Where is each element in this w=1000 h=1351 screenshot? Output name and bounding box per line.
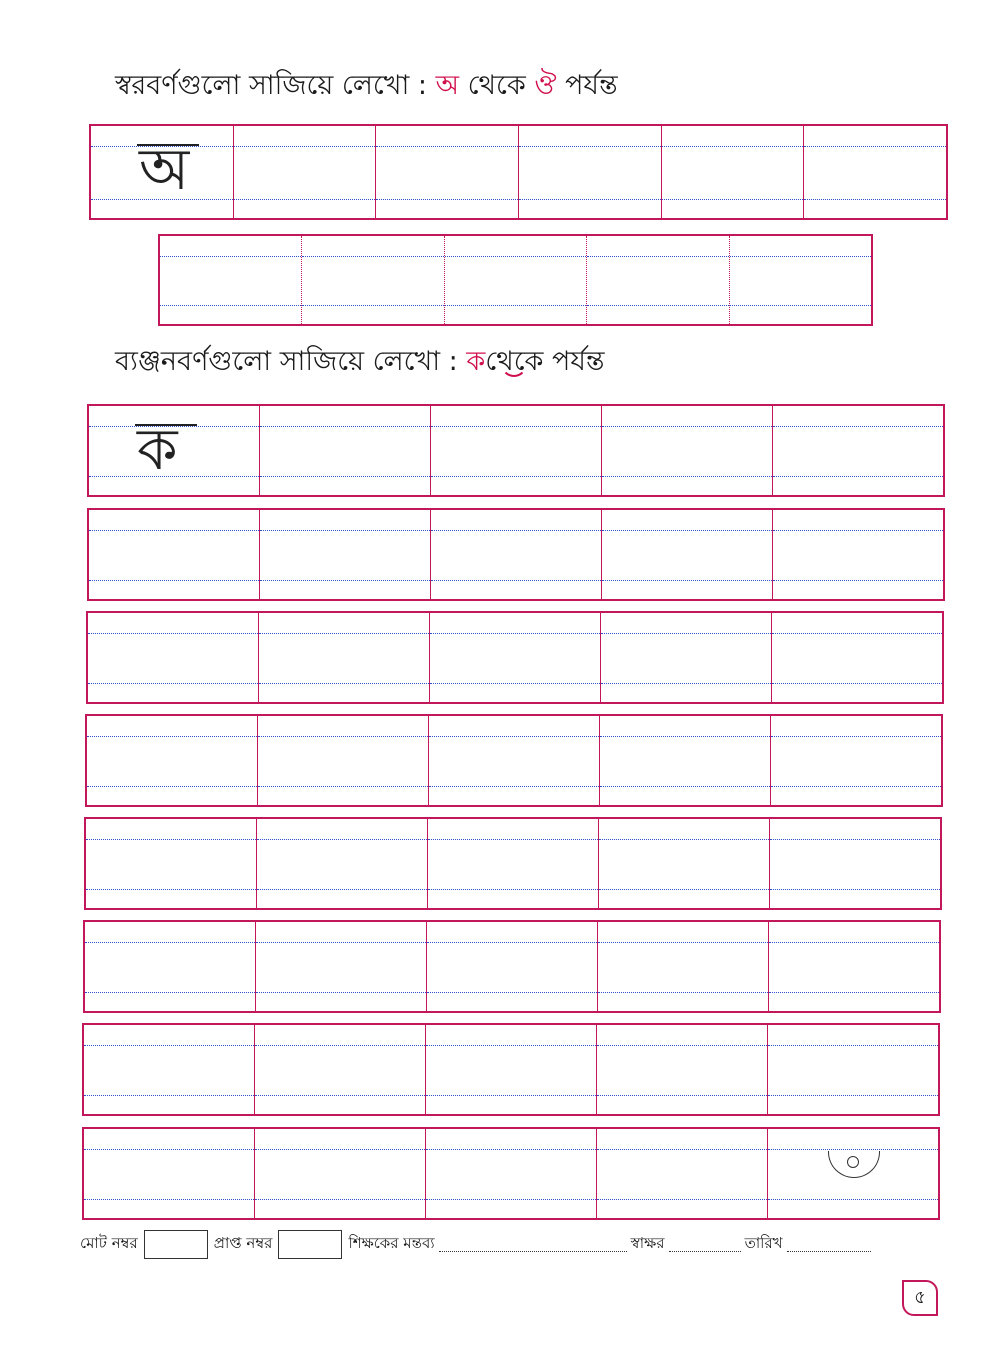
writing-cell[interactable] <box>89 510 260 599</box>
writing-cell[interactable] <box>426 1025 597 1114</box>
writing-cell[interactable] <box>662 126 805 218</box>
consonant-from-letter: ক <box>466 346 486 377</box>
vowel-heading-end: পর্যন্ত <box>556 70 618 101</box>
page-number: ৫ <box>902 1280 938 1316</box>
writing-cell[interactable] <box>258 716 429 805</box>
writing-cell[interactable] <box>89 406 260 495</box>
vowel-heading-text: স্বরবর্ণগুলো সাজিয়ে লেখো : <box>115 70 436 101</box>
writing-cell[interactable] <box>768 1025 938 1114</box>
writing-cell[interactable] <box>84 1129 255 1218</box>
consonant-writing-row-7 <box>82 1023 940 1116</box>
writing-cell[interactable] <box>256 922 427 1011</box>
signature-label: স্বাক্ষর <box>630 1234 665 1252</box>
assessment-footer <box>80 1230 875 1259</box>
writing-cell[interactable] <box>426 1129 597 1218</box>
handwritten-circle-mark <box>501 351 527 377</box>
writing-cell[interactable] <box>234 126 377 218</box>
writing-cell[interactable] <box>773 510 943 599</box>
end-mark-icon <box>828 1151 880 1178</box>
writing-cell[interactable] <box>429 716 600 805</box>
writing-cell[interactable] <box>430 613 601 702</box>
writing-cell[interactable] <box>260 510 431 599</box>
consonant-section-heading <box>115 344 605 380</box>
writing-cell[interactable] <box>431 406 602 495</box>
writing-cell[interactable] <box>601 613 772 702</box>
date-label: তারিখ <box>744 1234 783 1252</box>
vowel-from-letter: অ <box>435 70 459 101</box>
teacher-comment-label: শিক্ষকের মন্তব্য <box>348 1234 435 1252</box>
writing-cell[interactable] <box>376 126 519 218</box>
obtained-marks-label: প্রাপ্ত নম্বর <box>213 1234 273 1252</box>
signature-line[interactable] <box>669 1237 741 1252</box>
vowel-to-letter: ঔ <box>534 70 557 101</box>
consonant-writing-row-3 <box>86 611 944 704</box>
writing-cell[interactable] <box>255 1129 426 1218</box>
writing-cell[interactable] <box>730 236 871 324</box>
writing-cell[interactable] <box>427 922 598 1011</box>
writing-cell[interactable] <box>773 406 943 495</box>
writing-cell[interactable] <box>598 922 769 1011</box>
teacher-comment-line[interactable] <box>439 1237 627 1252</box>
writing-cell[interactable] <box>768 1129 938 1218</box>
writing-cell[interactable] <box>91 126 234 218</box>
writing-cell[interactable] <box>804 126 946 218</box>
vowel-section-heading <box>115 68 618 104</box>
writing-cell[interactable] <box>160 236 302 324</box>
writing-cell[interactable] <box>428 819 599 908</box>
writing-cell[interactable] <box>599 819 770 908</box>
vowel-writing-row-2 <box>158 234 873 326</box>
consonant-heading-end: পর্যন্ত <box>543 346 605 377</box>
writing-cell[interactable] <box>257 819 428 908</box>
writing-cell[interactable] <box>259 613 430 702</box>
writing-cell[interactable] <box>260 406 431 495</box>
writing-cell[interactable] <box>587 236 729 324</box>
consonant-writing-row-1 <box>87 404 945 497</box>
obtained-marks-box[interactable] <box>278 1230 342 1259</box>
writing-cell[interactable] <box>602 510 773 599</box>
writing-cell[interactable] <box>772 613 942 702</box>
writing-cell[interactable] <box>88 613 259 702</box>
writing-cell[interactable] <box>597 1129 768 1218</box>
writing-cell[interactable] <box>302 236 444 324</box>
consonant-heading-middle: থেকে <box>485 346 544 377</box>
writing-cell[interactable] <box>600 716 771 805</box>
writing-cell[interactable] <box>519 126 662 218</box>
sample-vowel-letter: অ <box>139 135 190 203</box>
consonant-writing-row-4 <box>85 714 943 807</box>
consonant-heading-text: ব্যঞ্জনবর্ণগুলো সাজিয়ে লেখো : <box>115 346 467 377</box>
vowel-heading-middle: থেকে <box>458 70 535 101</box>
writing-cell[interactable] <box>445 236 587 324</box>
writing-cell[interactable] <box>597 1025 768 1114</box>
consonant-writing-row-6 <box>83 920 941 1013</box>
writing-cell[interactable] <box>255 1025 426 1114</box>
vowel-writing-row-1 <box>89 124 948 220</box>
writing-cell[interactable] <box>602 406 773 495</box>
sample-consonant-letter: ক <box>137 415 178 483</box>
writing-cell[interactable] <box>87 716 258 805</box>
writing-cell[interactable] <box>769 922 939 1011</box>
consonant-writing-row-5 <box>84 817 942 910</box>
total-marks-box[interactable] <box>144 1230 208 1259</box>
date-line[interactable] <box>787 1237 871 1252</box>
writing-cell[interactable] <box>85 922 256 1011</box>
writing-cell[interactable] <box>771 716 941 805</box>
writing-cell[interactable] <box>770 819 940 908</box>
consonant-writing-row-2 <box>87 508 945 601</box>
writing-cell[interactable] <box>86 819 257 908</box>
writing-cell[interactable] <box>431 510 602 599</box>
total-marks-label: মোট নম্বর <box>80 1234 138 1252</box>
writing-cell[interactable] <box>84 1025 255 1114</box>
consonant-writing-row-8 <box>82 1127 940 1220</box>
